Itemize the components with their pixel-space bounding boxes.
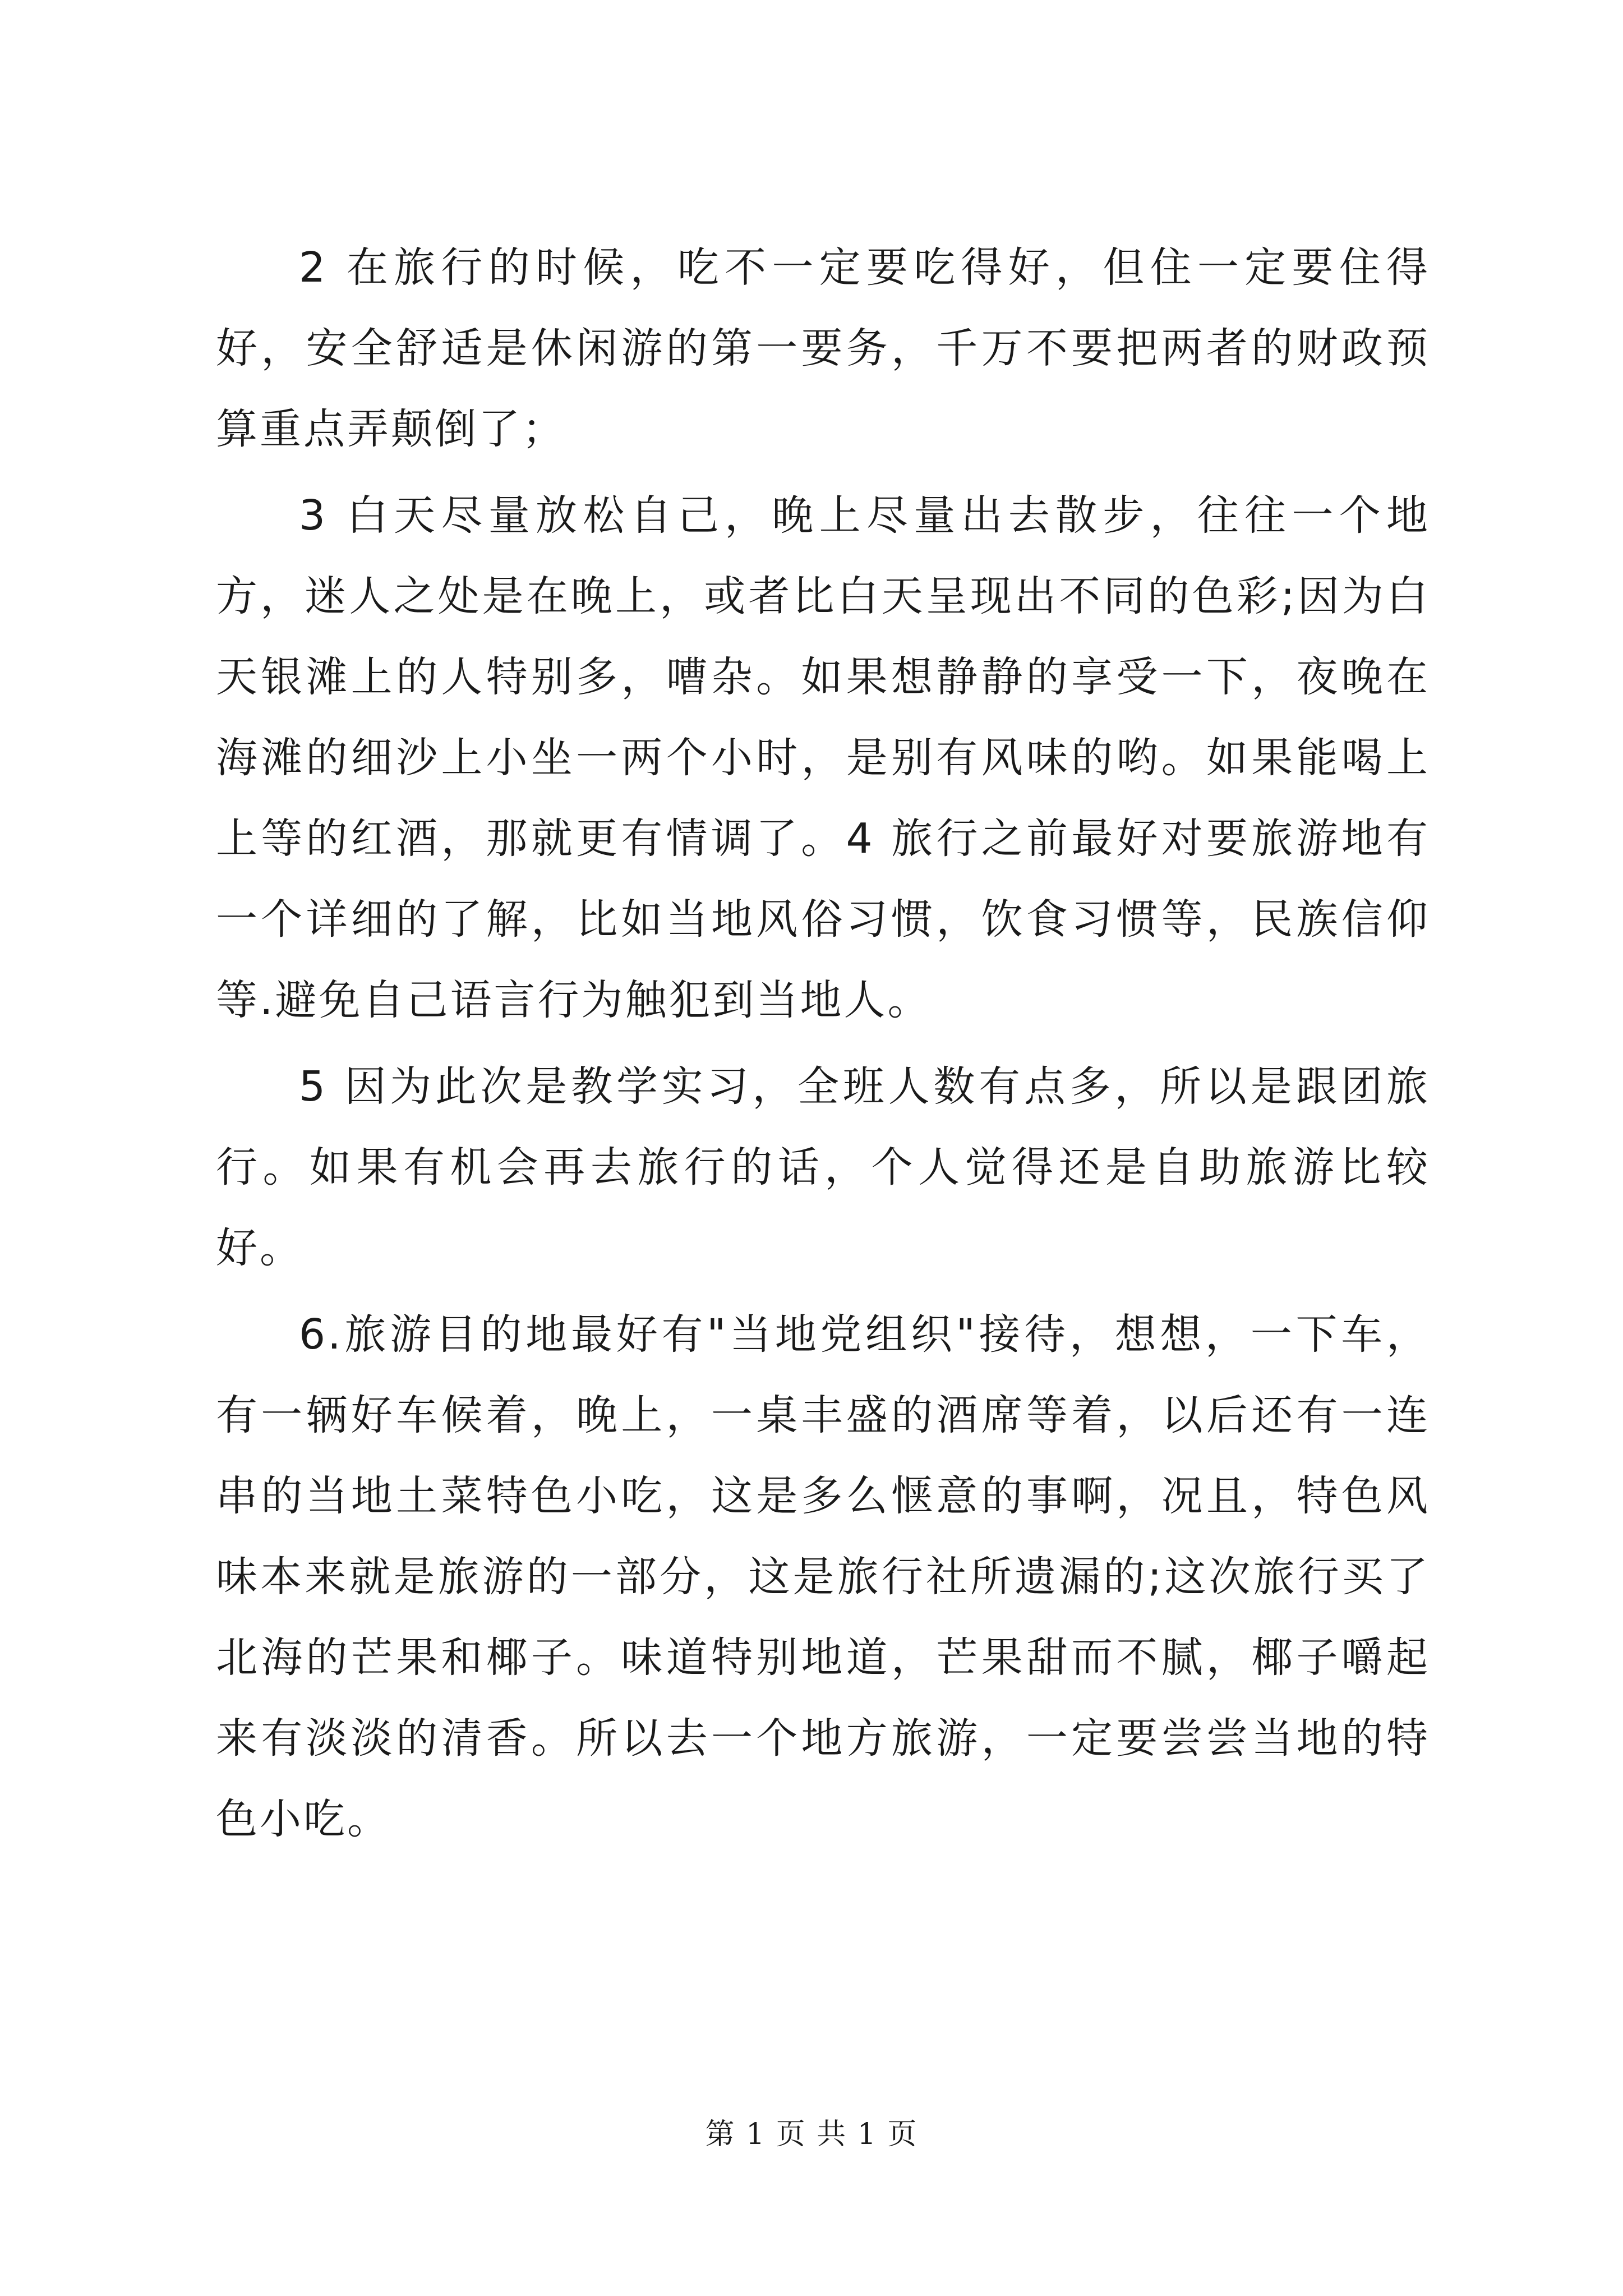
paragraph-2: 2 在旅行的时候，吃不一定要吃得好，但住一定要住得好，安全舒适是休闲游的第一要务，千万不要把两者的财政预算重点弄颠倒了； <box>216 243 1430 453</box>
paragraph-3-4: 3 白天尽量放松自己，晚上尽量出去散步，往往一个地方，迷人之处是在晚上，或者比白天呈现出不同的色彩;因为白天银滩上的人特别多，嘈杂。如果想静静的享受一下，夜晚在海滩的细沙上小坐一两个小时，是别有风味的哟。如果能喝上上等的红酒，那就更有情调了。4 旅行之前最好对要旅游地有一个详细的了解，比如当地风俗习惯，饮食习惯等，民族信仰等.避免自己语言行为触犯到当地人。 <box>216 491 1430 1024</box>
paragraph-5: 5 因为此次是教学实习，全班人数有点多，所以是跟团旅行。如果有机会再去旅行的话，个人觉得还是自助旅游比较好。 <box>216 1062 1430 1272</box>
page-footer: 第 1 页 共 1 页 <box>705 2118 918 2151</box>
paragraph-6: 6.旅游目的地最好有"当地党组织"接待，想想，一下车，有一辆好车候着，晚上，一桌丰盛的酒席等着，以后还有一连串的当地土菜特色小吃，这是多么惬意的事啊，况且，特色风味本来就是旅游的一部分，这是旅行社所遗漏的;这次旅行买了北海的芒果和椰子。味道特别地道，芒果甜而不腻，椰子嚼起来有淡淡的清香。所以去一个地方旅游，一定要尝尝当地的特色小吃。 <box>216 1310 1430 1843</box>
document-body <box>216 227 1430 1865</box>
